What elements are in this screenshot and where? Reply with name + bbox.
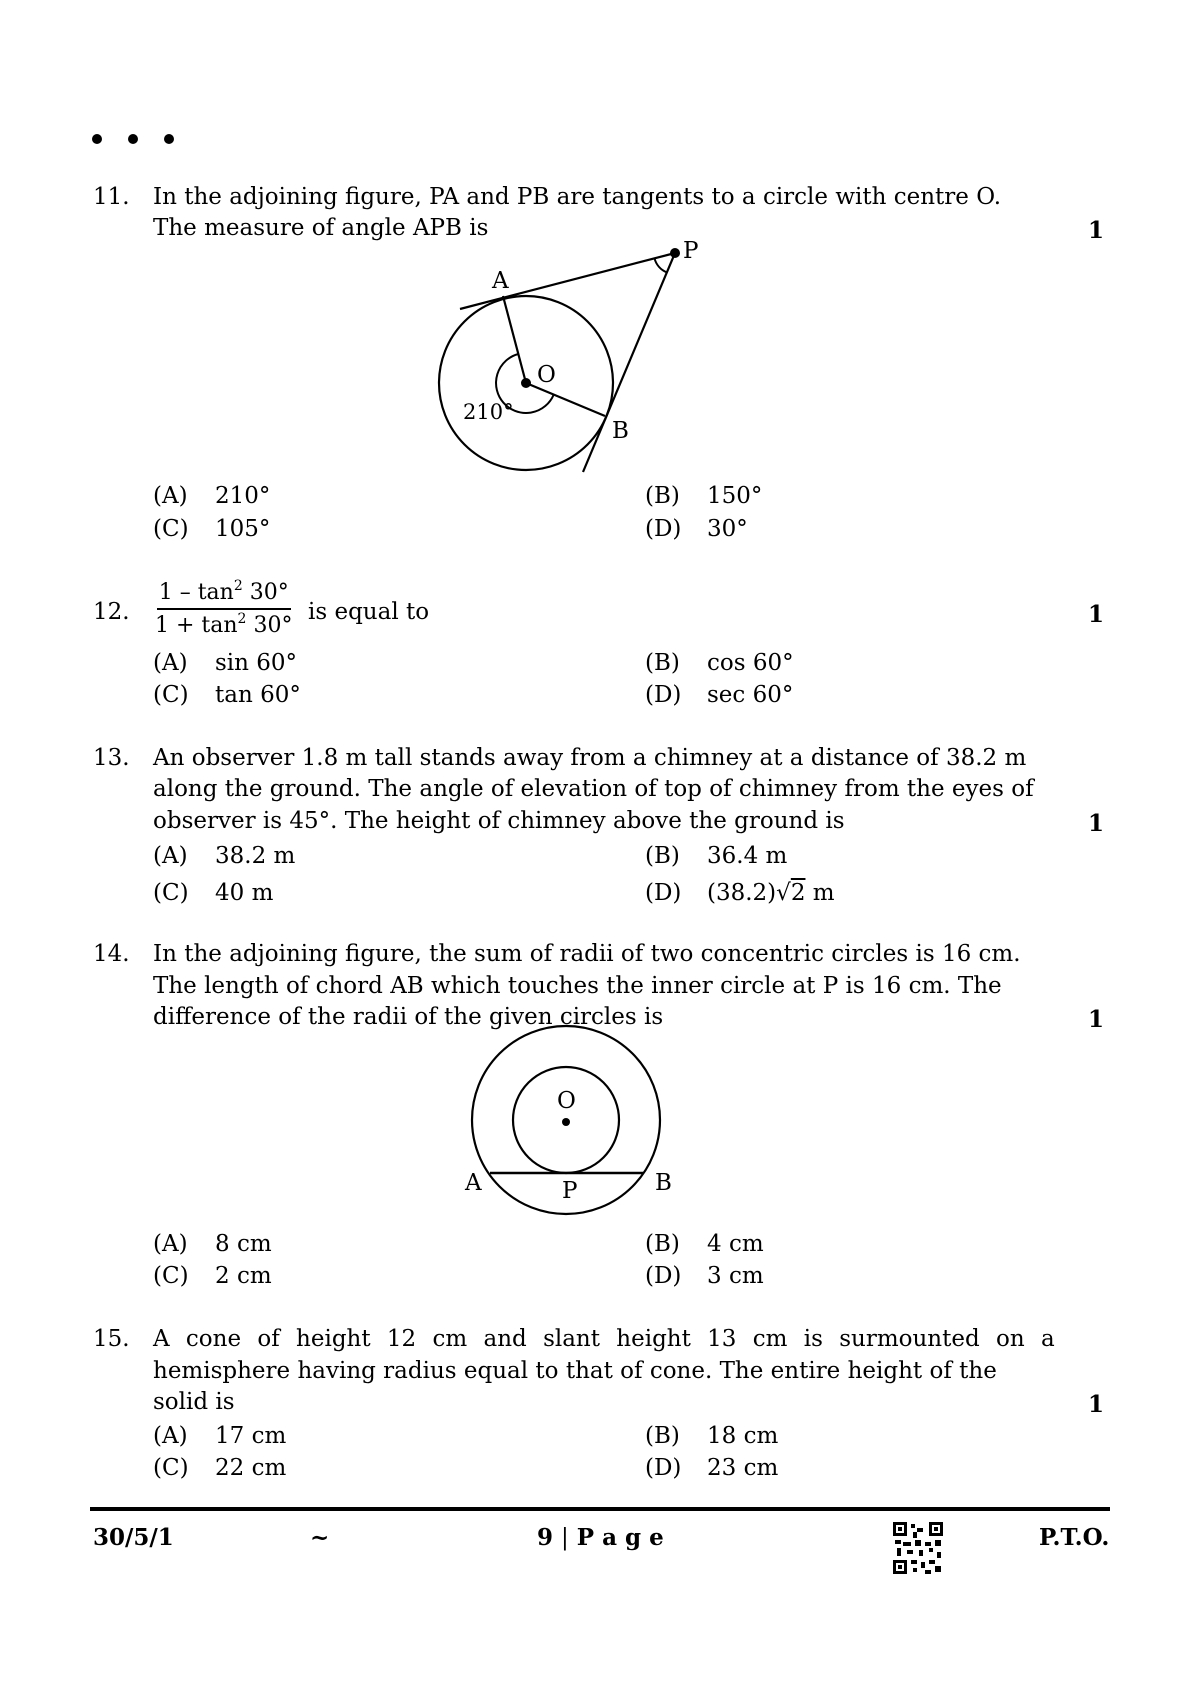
option-b[interactable] (645, 1231, 764, 1257)
question-text-line: observer is 45°. The height of chimney above the ground is (153, 808, 845, 834)
option-label: (C) (153, 1455, 189, 1481)
figure-label-p: P (683, 238, 699, 264)
option-value: 150° (707, 483, 763, 509)
option-label: (C) (153, 880, 189, 906)
question-text-line: In the adjoining figure, the sum of radii of two concentric circles is 16 cm. (153, 941, 1021, 967)
option-a[interactable] (153, 1231, 272, 1257)
question-text-line: solid is (153, 1389, 235, 1415)
option-value: 23 cm (707, 1455, 779, 1481)
option-label: (B) (645, 1231, 680, 1257)
page-number: 9 (537, 1524, 554, 1551)
option-label: (A) (153, 843, 188, 869)
option-value: 17 cm (215, 1423, 287, 1449)
question-text-line: along the ground. The angle of elevation of top of chimney from the eyes of (153, 776, 1034, 802)
question-number: 13. (93, 745, 130, 771)
figure-label-o: O (537, 362, 556, 388)
tilde-mark: ~ (310, 1524, 330, 1551)
option-label: (B) (645, 843, 680, 869)
question-number: 11. (93, 184, 130, 210)
marks: 1 (1088, 810, 1105, 837)
question-text-line: hemisphere having radius equal to that of cone. The entire height of the (153, 1358, 997, 1384)
option-value: sec 60° (707, 682, 794, 708)
option-label: (D) (645, 682, 682, 708)
figure-label-a: A (465, 1170, 482, 1196)
option-c[interactable] (153, 1263, 272, 1289)
question-text: is equal to (308, 599, 430, 625)
option-label: (A) (153, 483, 188, 509)
option-label: (D) (645, 880, 682, 906)
option-value: (38.2)√2 m (707, 880, 835, 906)
option-value: 4 cm (707, 1231, 764, 1257)
option-value: 18 cm (707, 1423, 779, 1449)
option-value: 210° (215, 483, 271, 509)
option-value: 105° (215, 516, 271, 542)
option-label: (D) (645, 1455, 682, 1481)
option-label: (C) (153, 516, 189, 542)
option-label: (A) (153, 650, 188, 676)
sqrt-icon: √ (776, 880, 791, 906)
figure-label-b: B (655, 1170, 672, 1196)
page-label: P a g e (576, 1524, 664, 1551)
fraction-denominator: $1 + \tan^2 30^\circ$ (155, 611, 293, 638)
option-value: 8 cm (215, 1231, 272, 1257)
option-value: tan 60° (215, 682, 301, 708)
option-label: (A) (153, 1231, 188, 1257)
marks: 1 (1088, 1006, 1105, 1033)
marks: 1 (1088, 601, 1105, 628)
option-label: (A) (153, 1423, 188, 1449)
marks: 1 (1088, 217, 1105, 244)
figure-label-angle: 210° (463, 400, 514, 424)
option-label: (B) (645, 483, 680, 509)
option-value: 36.4 m (707, 843, 788, 869)
option-c[interactable] (153, 1455, 286, 1481)
paper-code: 30/5/1 (93, 1524, 174, 1551)
figure-label-b: B (612, 418, 629, 444)
question-text-line: A cone of height 12 cm and slant height 13 cm is surmounted on a (153, 1326, 1055, 1352)
option-value: 22 cm (215, 1455, 287, 1481)
question-text-line: An observer 1.8 m tall stands away from a chimney at a distance of 38.2 m (153, 745, 1027, 771)
option-label: (C) (153, 1263, 189, 1289)
footer-divider (90, 1507, 1110, 1511)
option-value: cos 60° (707, 650, 794, 676)
option-value: 38.2 m (215, 843, 296, 869)
option-value: sin 60° (215, 650, 298, 676)
option-label: (D) (645, 516, 682, 542)
figure-label-o: O (557, 1088, 576, 1114)
option-d[interactable] (645, 1455, 778, 1481)
question-text-line: The length of chord AB which touches the inner circle at P is 16 cm. The (153, 973, 1002, 999)
option-value: 3 cm (707, 1263, 764, 1289)
option-label: (D) (645, 1263, 682, 1289)
option-label: (C) (153, 682, 189, 708)
question-number: 14. (93, 941, 130, 967)
figure-label-a: A (492, 268, 509, 294)
question-number: 12. (93, 599, 130, 625)
option-d[interactable] (645, 1263, 764, 1289)
please-turn-over: P.T.O. (1039, 1524, 1110, 1551)
figure-label-p: P (562, 1178, 578, 1204)
option-label: (B) (645, 1423, 680, 1449)
option-value: 30° (707, 516, 748, 542)
option-a[interactable] (153, 1423, 286, 1449)
page-indicator: 9 | P a g e (537, 1524, 664, 1551)
question-text-line: difference of the radii of the given circles is (153, 1004, 664, 1030)
option-value: 2 cm (215, 1263, 272, 1289)
option-label: (B) (645, 650, 680, 676)
option-b[interactable] (645, 1423, 778, 1449)
question-text-line: The measure of angle APB is (153, 215, 489, 241)
qr-code-icon (893, 1522, 943, 1574)
option-value: 40 m (215, 880, 274, 906)
question-text-line: In the adjoining figure, PA and PB are tangents to a circle with centre O. (153, 184, 1002, 210)
marks: 1 (1088, 1391, 1105, 1418)
question-number: 15. (93, 1326, 130, 1352)
fraction-numerator: $1 - \tan^2 30^\circ$ (157, 580, 291, 610)
